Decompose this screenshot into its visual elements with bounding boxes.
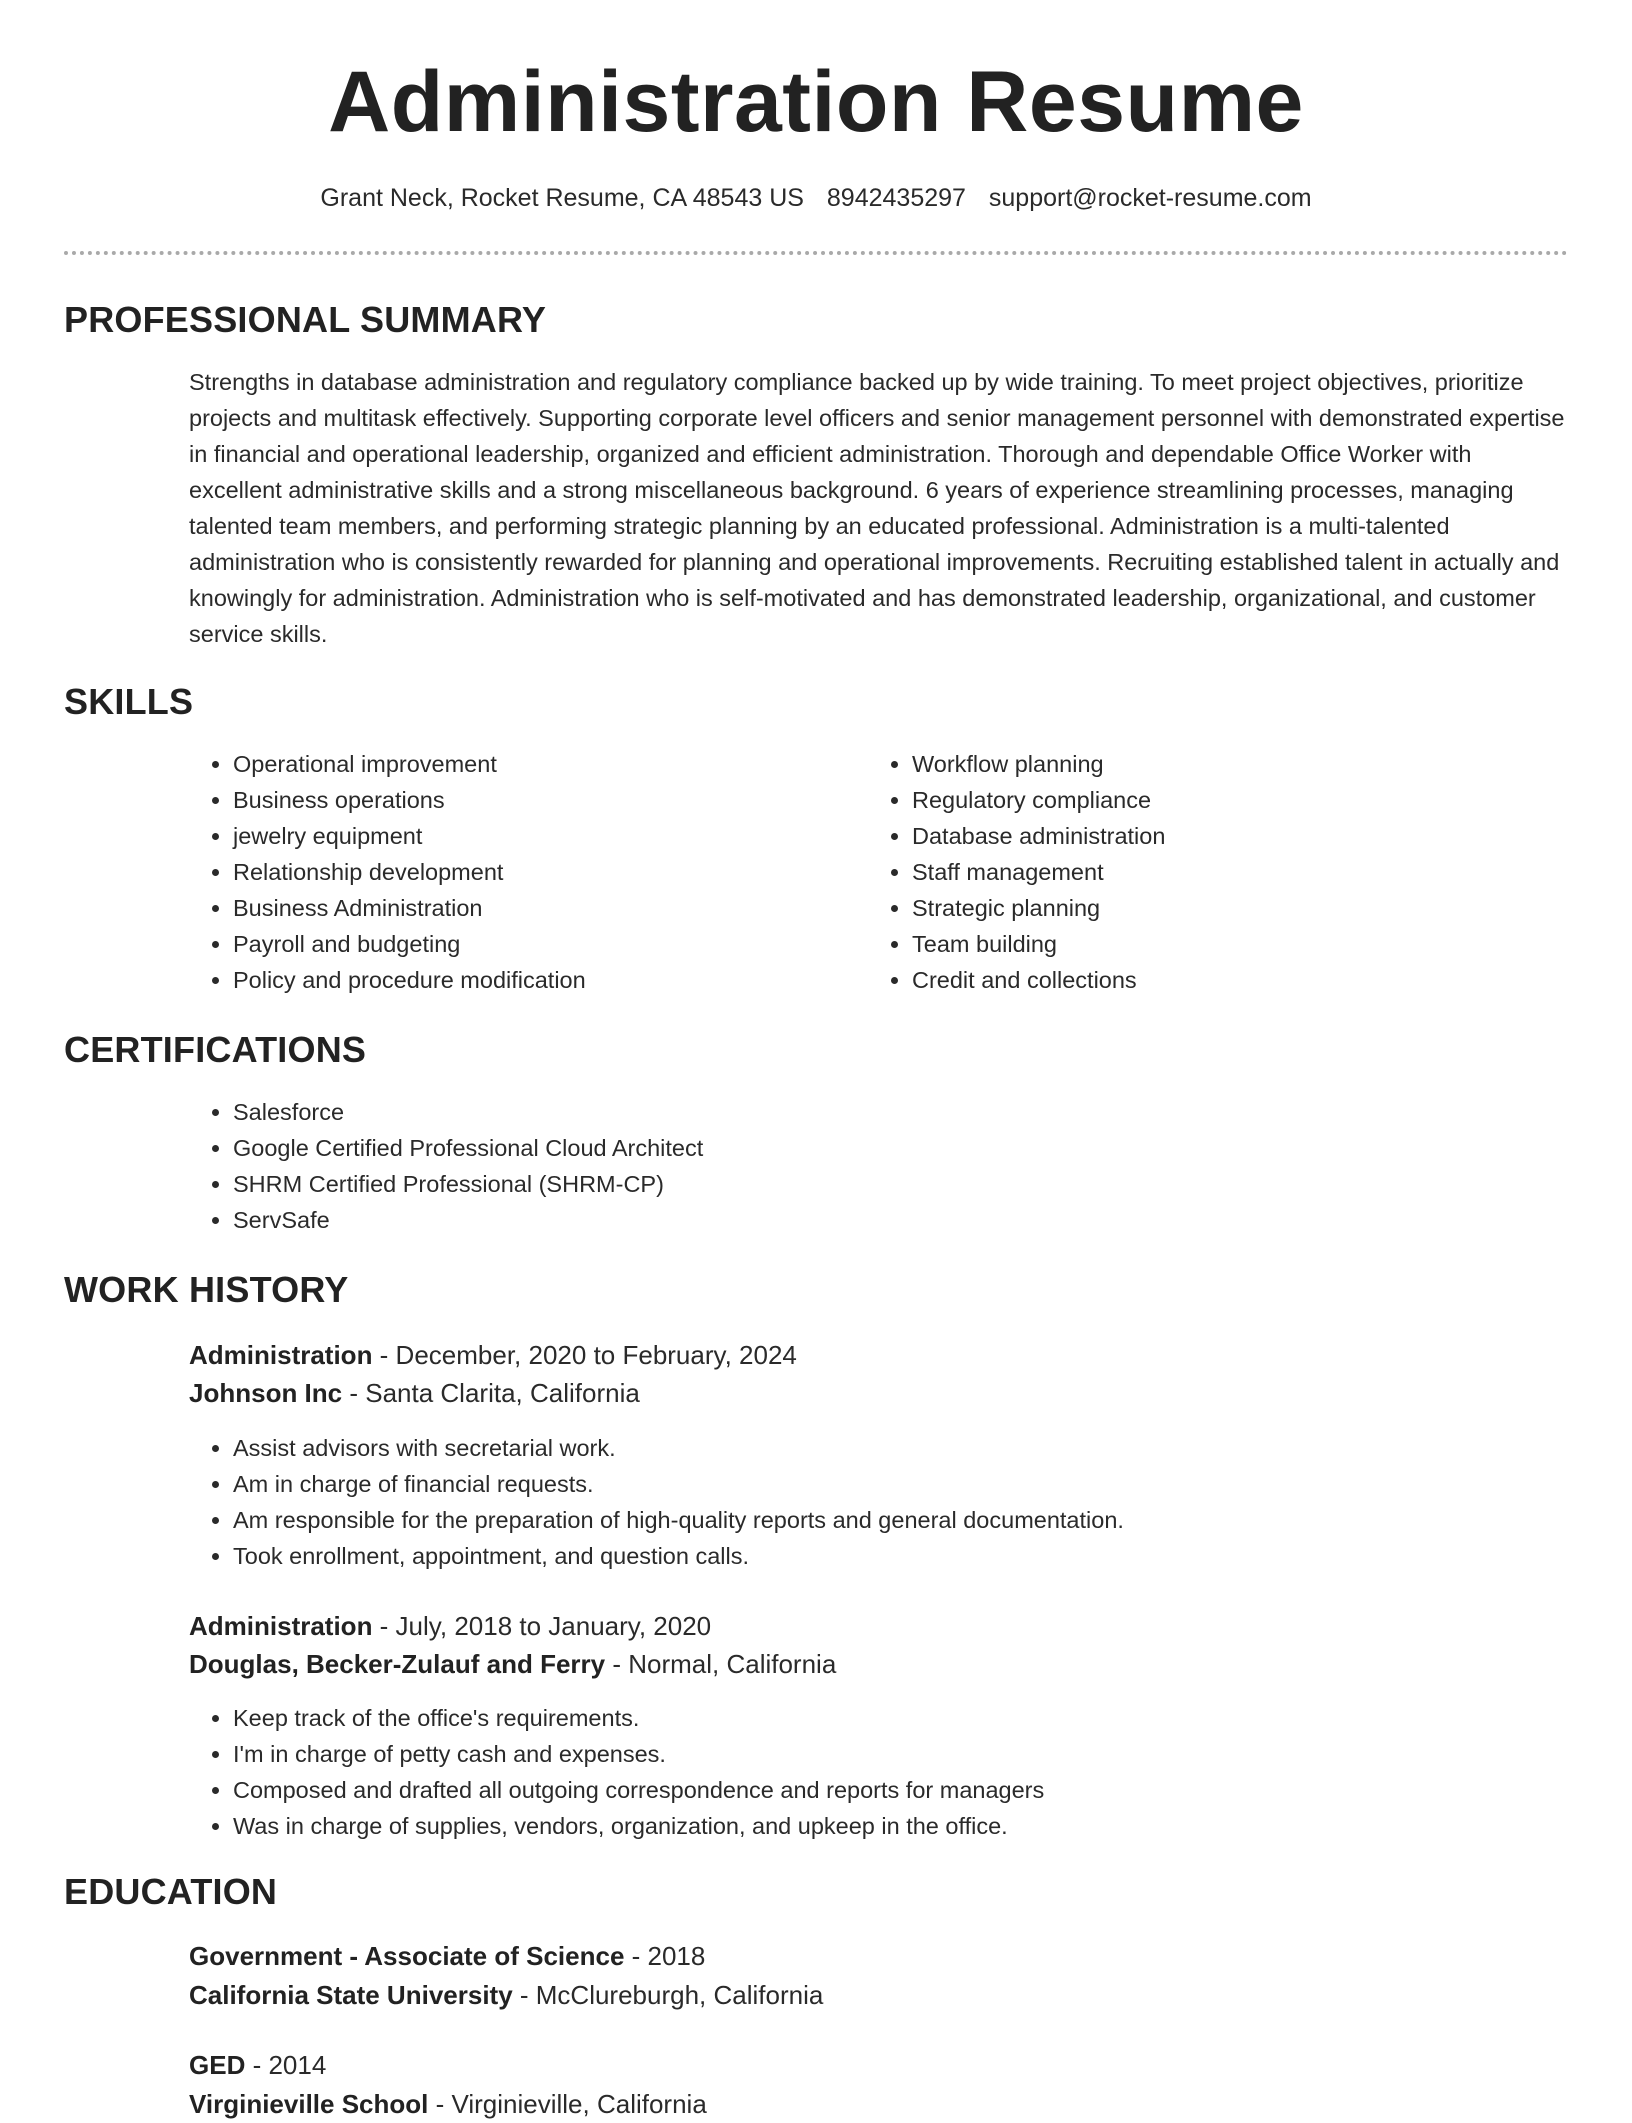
skill-item: • Relationship development (233, 854, 853, 890)
job-company-line (189, 1645, 836, 1683)
contact-phone: 8942435297 (826, 184, 966, 212)
job-location: - Normal, California (605, 1649, 837, 1679)
skills-section (64, 680, 1568, 724)
certification-item: • SHRM Certified Professional (SHRM-CP) (233, 1166, 1533, 1202)
education-degree-line (189, 1937, 705, 1975)
education-location: - Virginieville, California (428, 2089, 707, 2119)
education-section (64, 1870, 1568, 1914)
job-title: Administration (189, 1611, 373, 1641)
education-degree-line (189, 2046, 326, 2084)
skill-item: • Staff management (912, 854, 1532, 890)
certifications-heading: CERTIFICATIONS (64, 1029, 367, 1070)
certification-item: • Salesforce (233, 1094, 1533, 1130)
resume-title: Administration Resume (328, 54, 1304, 150)
job-dates: - July, 2018 to January, 2020 (372, 1611, 712, 1641)
job-duty-item: • I'm in charge of petty cash and expenses. (233, 1736, 1533, 1772)
job-duty-item: • Am in charge of financial requests. (233, 1466, 1533, 1502)
job-duties-list (189, 1700, 1533, 1844)
skill-item: • Payroll and budgeting (233, 926, 853, 962)
job-company: Douglas, Becker-Zulauf and Ferry (189, 1649, 606, 1679)
skill-item: • Strategic planning (912, 890, 1532, 926)
certifications-list (189, 1094, 1533, 1238)
education-school-line (189, 2085, 707, 2123)
job-duty-item: • Assist advisors with secretarial work. (233, 1430, 1533, 1466)
skill-item: • Regulatory compliance (912, 782, 1532, 818)
skill-item: • Credit and collections (912, 962, 1532, 998)
job-duty-item: • Took enrollment, appointment, and question calls. (233, 1538, 1533, 1574)
job-title-line (189, 1607, 711, 1645)
education-degree: GED (189, 2050, 246, 2080)
education-year: - 2014 (245, 2050, 327, 2080)
contact-address: Grant Neck, Rocket Resume, CA 48543 US (320, 184, 804, 212)
education-location: - McClureburgh, California (512, 1980, 824, 2010)
skill-item: • Policy and procedure modification (233, 962, 853, 998)
job-duty-item: • Composed and drafted all outgoing correspondence and reports for managers (233, 1772, 1533, 1808)
skill-item: • Workflow planning (912, 746, 1532, 782)
certification-item: • Google Certified Professional Cloud Architect (233, 1130, 1533, 1166)
skills-list-left (189, 746, 853, 998)
certification-item: • ServSafe (233, 1202, 1533, 1238)
summary-section (64, 298, 1568, 342)
job-dates: - December, 2020 to February, 2024 (372, 1340, 797, 1370)
skills-list-right (868, 746, 1532, 998)
education-degree: Government - Associate of Science (189, 1941, 625, 1971)
summary-heading: PROFESSIONAL SUMMARY (64, 299, 547, 340)
job-title: Administration (189, 1340, 373, 1370)
certifications-section (64, 1028, 1568, 1072)
header-divider (64, 251, 1568, 255)
job-company: Johnson Inc (189, 1378, 343, 1408)
job-duty-item: • Keep track of the office's requirements. (233, 1700, 1533, 1736)
skills-heading: SKILLS (64, 681, 194, 722)
education-year: - 2018 (624, 1941, 706, 1971)
job-duty-item: • Am responsible for the preparation of high-quality reports and general documentation. (233, 1502, 1533, 1538)
job-location: - Santa Clarita, California (342, 1378, 640, 1408)
summary-text: Strengths in database administration and regulatory compliance backed up by wide training. To meet project objectives, prioritize projects and multitask effectively. Supporting corporate level officers and senior management personnel with demonstrated expertise in financial and operational leadership, organized and efficient administration. Thorough and dependable Office Worker with excellent administrative skills and a strong miscellaneous background. 6 years of experience streamlining processes, managing talented team members, and performing strategic planning by an educated professional. Administration is a multi-talented administration who is consistently rewarded for planning and operational improvements. Recruiting established talent in actually and knowingly for administration. Administration who is self-motivated and has demonstrated leadership, organizational, and customer service skills. (189, 369, 1565, 647)
contact-email: support@rocket-resume.com (988, 184, 1312, 212)
job-duty-item: • Was in charge of supplies, vendors, organization, and upkeep in the office. (233, 1808, 1533, 1844)
skill-item: • Business Administration (233, 890, 853, 926)
skill-item: • jewelry equipment (233, 818, 853, 854)
job-title-line (189, 1336, 797, 1374)
education-heading: EDUCATION (64, 1871, 278, 1912)
contact-line (0, 180, 1632, 216)
job-duties-list (189, 1430, 1533, 1574)
work-history-heading: WORK HISTORY (64, 1269, 349, 1310)
skill-item: • Business operations (233, 782, 853, 818)
education-school: Virginieville School (189, 2089, 429, 2119)
job-company-line (189, 1374, 640, 1412)
skill-item: • Operational improvement (233, 746, 853, 782)
education-school-line (189, 1976, 823, 2014)
work-history-section (64, 1268, 1568, 1312)
education-school: California State University (189, 1980, 513, 2010)
skill-item: • Database administration (912, 818, 1532, 854)
skill-item: • Team building (912, 926, 1532, 962)
